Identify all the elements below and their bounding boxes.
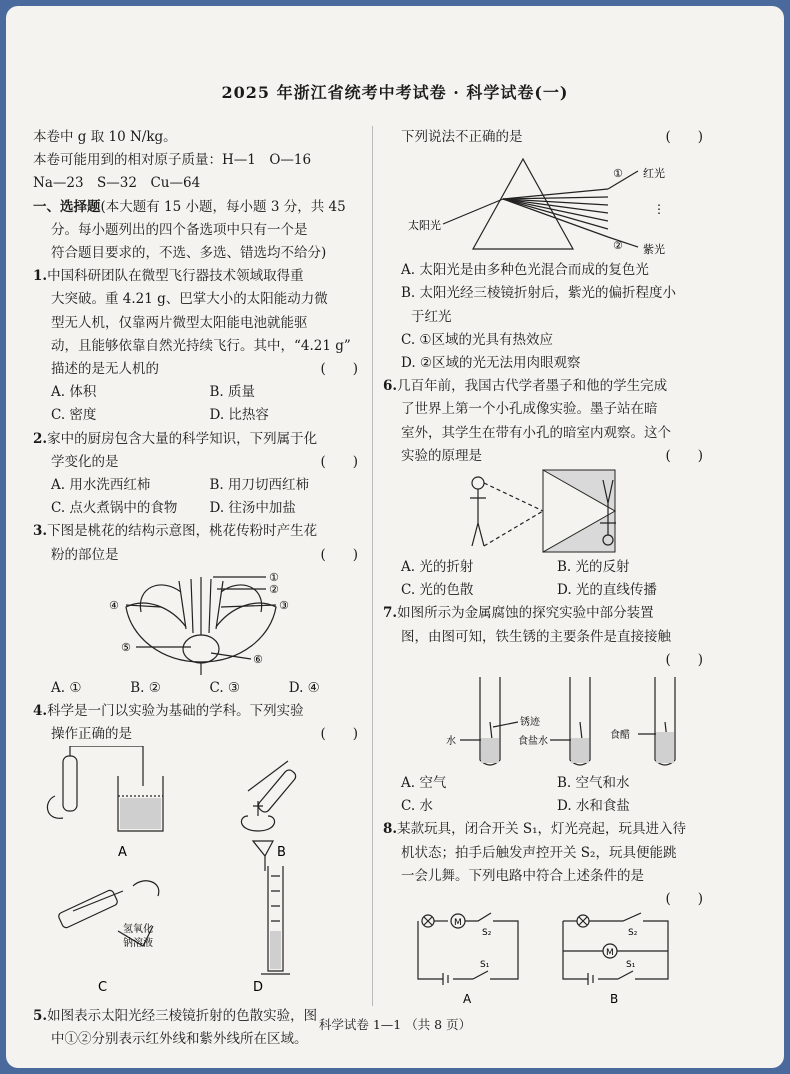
question-6 (383, 375, 713, 602)
section-note-1: (本大题有 15 小题，每小题 3 分，共 45 (100, 198, 346, 215)
option-b[interactable]: B. 用刀切西红柿 (209, 477, 310, 494)
left-column (33, 126, 368, 1051)
question-number: 6. (383, 378, 398, 395)
question-text: 描述的是无人机的 (51, 361, 159, 378)
water-label: 水 (446, 736, 456, 748)
question-number: 8. (383, 821, 398, 838)
prism-dispersion-diagram (403, 149, 693, 259)
option-c[interactable]: C. 点火煮锅中的食物 (51, 500, 178, 517)
motor-label-b: M (606, 948, 614, 959)
question-number: 1. (33, 268, 48, 285)
question-text: 图，由图可知，铁生锈的主要条件是直接接触 (401, 628, 671, 645)
option-a[interactable]: A. 用水洗西红柿 (51, 477, 151, 494)
figure-label-c: C (98, 980, 108, 996)
question-text: 下列说法不正确的是 (401, 129, 523, 145)
question-4 (33, 700, 368, 1005)
answer-blank: ( ) (320, 546, 358, 563)
spectrum-dots: ⋮ (653, 202, 665, 217)
question-3 (33, 520, 368, 700)
switch-s1-label-b: S₁ (626, 960, 636, 971)
option-b[interactable]: B. 光的反射 (557, 559, 630, 576)
question-text: 科学是一门以实验为基础的学科。下列实验 (47, 703, 304, 720)
preface-g: 本卷中 g 取 10 N/kg。 (33, 129, 177, 145)
question-1 (33, 265, 368, 427)
question-number: 2. (33, 430, 48, 447)
question-text: 学变化的是 (51, 453, 119, 470)
option-d[interactable]: D. 光的直线传播 (557, 582, 657, 599)
flower-label-4: ④ (108, 598, 119, 612)
question-text: 几百年前，我国古代学者墨子和他的学生完成 (397, 378, 668, 395)
peach-flower-diagram (101, 567, 301, 677)
option-b[interactable]: B. 太阳光经三棱镜折射后，紫光的偏折程度小 (401, 285, 677, 302)
question-text: 家中的厨房包含大量的科学知识，下列属于化 (47, 430, 318, 447)
question-number: 4. (33, 703, 48, 720)
naoh-label-1: 氢氧化 (123, 924, 153, 936)
answer-blank: ( ) (320, 361, 358, 378)
flower-label-1: ① (268, 570, 279, 584)
flower-label-3: ③ (278, 598, 289, 612)
rusting-experiment-diagram (398, 672, 698, 772)
question-7 (383, 602, 713, 818)
option-d[interactable]: D. 往汤中加盐 (209, 500, 296, 517)
question-text: 下图是桃花的结构示意图，桃花传粉时产生花 (47, 523, 318, 540)
option-d[interactable]: D. ④ (288, 679, 320, 696)
question-8 (383, 818, 713, 1011)
pinhole-camera-diagram (448, 468, 648, 556)
red-light-label: 红光 (643, 167, 665, 181)
option-b[interactable]: B. ② (130, 679, 161, 696)
naoh-label-2: 钠溶液 (123, 938, 153, 950)
question-text: 中国科研团队在微型飞行器技术领域取得重 (47, 268, 304, 285)
question-number: 3. (33, 523, 48, 540)
switch-s2-label-b: S₂ (628, 928, 638, 939)
option-b[interactable]: B. 空气和水 (557, 775, 630, 792)
question-text: 中①②分别表示红外线和紫外线所在区域。 (51, 1030, 308, 1047)
right-column (383, 126, 713, 1011)
section-note-3: 符合题目要求的，不选、多选、错选均不给分) (51, 245, 327, 262)
violet-light-label: 紫光 (643, 243, 665, 257)
circuit-label-a: A (463, 992, 472, 1007)
figure-label-b: B (277, 845, 286, 861)
question-text: 型无人机，仅靠两片微型太阳能电池就能驱 (51, 314, 308, 331)
option-a[interactable]: A. 体积 (51, 384, 97, 401)
page-title: 2025 年浙江省统考中考试卷 · 科学试卷(一) (221, 83, 569, 102)
question-text: 粉的部位是 (51, 546, 119, 563)
section-title: 一、选择题 (33, 198, 101, 215)
option-d[interactable]: D. 比热容 (209, 407, 269, 424)
option-b-cont: 于红光 (411, 308, 452, 325)
question-text: 了世界上第一个小孔成像实验。墨子站在暗 (401, 401, 658, 418)
circuit-label-b: B (610, 992, 619, 1007)
answer-blank: ( ) (665, 447, 703, 464)
option-c[interactable]: C. 密度 (51, 407, 97, 424)
figure-label-d: D (253, 980, 264, 996)
switch-s2-label-a: S₂ (482, 928, 492, 939)
rust-label: 锈迹 (520, 717, 540, 729)
question-2 (33, 428, 368, 521)
question-5-part-2 (383, 126, 713, 149)
region-2-label: ② (613, 239, 623, 253)
question-text: 大突破。重 4.21 g、巴掌大小的太阳能动力微 (51, 291, 328, 308)
option-c[interactable]: C. ③ (209, 679, 241, 696)
option-a[interactable]: A. ① (51, 679, 82, 696)
option-b[interactable]: B. 质量 (209, 384, 256, 401)
question-number: 7. (383, 605, 398, 622)
vinegar-label: 食醋 (610, 730, 630, 742)
answer-blank: ( ) (320, 726, 358, 743)
answer-blank: ( ) (665, 651, 703, 668)
flower-label-6: ⑥ (252, 652, 263, 666)
answer-blank: ( ) (665, 129, 703, 145)
option-c[interactable]: C. ①区域的光具有热效应 (401, 331, 554, 348)
answer-blank: ( ) (665, 891, 703, 908)
question-text: 机状态；拍手后触发声控开关 S₂，玩具便能跳 (401, 844, 677, 861)
option-a[interactable]: A. 光的折射 (401, 559, 474, 576)
motor-label-a: M (454, 918, 462, 929)
option-d[interactable]: D. ②区域的光无法用肉眼观察 (401, 355, 581, 372)
salt-water-label: 食盐水 (518, 736, 548, 748)
circuit-diagrams (398, 911, 698, 1011)
question-text: 某款玩具，闭合开关 S₁，灯光亮起，玩具进入待 (397, 821, 687, 838)
section-heading (33, 196, 368, 219)
option-a[interactable]: A. 空气 (401, 775, 447, 792)
region-1-label: ① (613, 167, 623, 181)
option-a[interactable]: A. 太阳光是由多种色光混合而成的复色光 (401, 262, 649, 279)
flower-label-2: ② (268, 582, 279, 596)
option-c[interactable]: C. 水 (401, 798, 433, 815)
column-divider (372, 126, 373, 1006)
switch-s1-label-a: S₁ (480, 960, 490, 971)
flower-label-5: ⑤ (120, 640, 131, 654)
lab-operation-figures (33, 746, 363, 996)
answer-blank: ( ) (320, 453, 358, 470)
question-text: 操作正确的是 (51, 726, 132, 743)
preface-atoms-1: 本卷可能用到的相对原子质量：H—1 O—16 (33, 152, 312, 169)
question-text: 如图所示为金属腐蚀的探究实验中部分装置 (397, 605, 654, 622)
question-number: 5. (33, 1007, 48, 1024)
page-footer: 科学试卷 1—1 （共 8 页） (318, 1017, 472, 1032)
figure-label-a: A (118, 845, 127, 861)
question-text: 一会儿舞。下列电路中符合上述条件的是 (401, 867, 644, 884)
option-c[interactable]: C. 光的色散 (401, 582, 474, 599)
question-text: 实验的原理是 (401, 447, 482, 464)
preface-atoms-2: Na—23 S—32 Cu—64 (33, 175, 201, 192)
option-d[interactable]: D. 水和食盐 (557, 798, 630, 815)
question-text: 动，且能够依靠自然光持续飞行。其中，“4.21 g” (51, 337, 351, 354)
sunlight-label: 太阳光 (408, 219, 441, 233)
section-note-2: 分。每小题列出的四个备选项中只有一个是 (51, 221, 308, 238)
question-text: 室外，其学生在带有小孔的暗室内观察。这个 (401, 424, 671, 441)
question-text: 如图表示太阳光经三棱镜折射的色散实验，图 (47, 1007, 318, 1024)
